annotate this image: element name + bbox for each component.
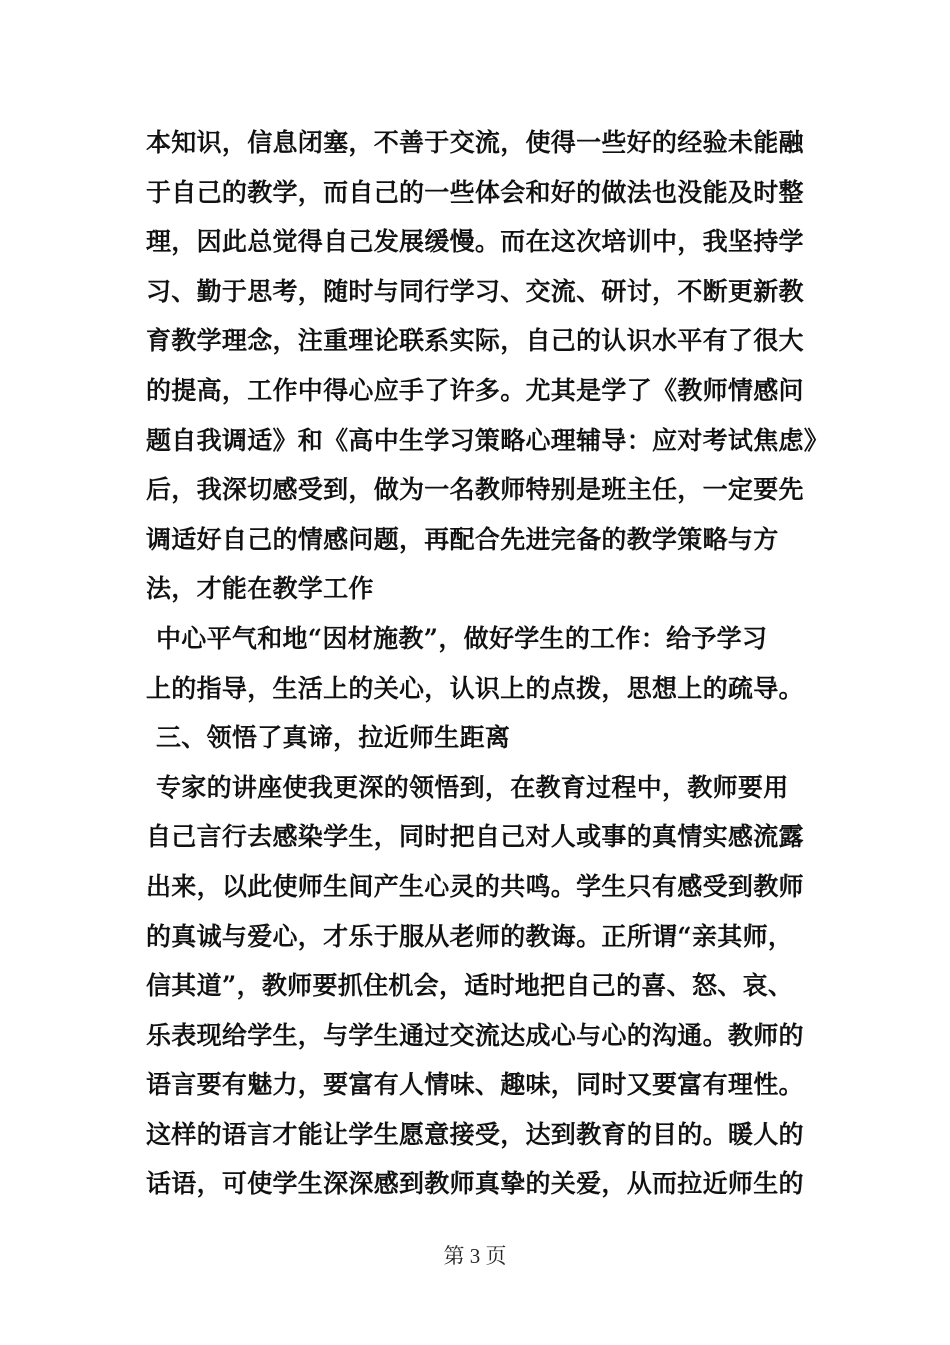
text-line: 话语，可使学生深深感到教师真挚的关爱，从而拉近师生的 xyxy=(146,1169,804,1199)
text-line: 中心平气和地“因材施教”，做好学生的工作：给予学习 xyxy=(156,623,768,653)
text-line: 习、勤于思考，随时与同行学习、交流、研讨，不断更新教 xyxy=(146,276,804,306)
text-line: 自己言行去感染学生，同时把自己对人或事的真情实感流露 xyxy=(146,822,804,852)
text-line: 的真诚与爱心，才乐于服从老师的教诲。正所谓“亲其师， xyxy=(146,921,794,951)
text-line: 法，才能在教学工作 xyxy=(146,574,374,604)
page-number: 第 3 页 xyxy=(443,1244,507,1268)
text-line: 于自己的教学，而自己的一些体会和好的做法也没能及时整 xyxy=(146,177,804,207)
text-line: 出来，以此使师生间产生心灵的共鸣。学生只有感受到教师 xyxy=(146,871,804,901)
text-line: 上的指导，生活上的关心，认识上的点拨，思想上的疏导。 xyxy=(146,673,804,703)
text-line: 这样的语言才能让学生愿意接受，达到教育的目的。暖人的 xyxy=(146,1119,804,1149)
body-text xyxy=(146,118,830,1209)
text-line: 三、领悟了真谛，拉近师生距离 xyxy=(156,723,511,753)
text-line: 专家的讲座使我更深的领悟到，在教育过程中，教师要用 xyxy=(156,772,789,802)
text-line: 理，因此总觉得自己发展缓慢。而在这次培训中，我坚持学 xyxy=(146,227,804,257)
text-line: 题自我调适》和《高中生学习策略心理辅导：应对考试焦虑》 xyxy=(146,425,830,455)
text-line: 调适好自己的情感问题，再配合先进完备的教学策略与方 xyxy=(146,524,779,554)
text-line: 乐表现给学生，与学生通过交流达成心与心的沟通。教师的 xyxy=(146,1020,804,1050)
text-line: 的提高，工作中得心应手了许多。尤其是学了《教师情感问 xyxy=(146,375,804,405)
text-line: 后，我深切感受到，做为一名教师特别是班主任，一定要先 xyxy=(146,475,804,505)
text-line: 本知识，信息闭塞，不善于交流，使得一些好的经验未能融 xyxy=(146,128,804,157)
text-line: 语言要有魅力，要富有人情味、趣味，同时又要富有理性。 xyxy=(146,1070,804,1100)
text-line: 信其道”，教师要抓住机会，适时地把自己的喜、怒、哀、 xyxy=(146,971,794,1001)
text-line: 育教学理念，注重理论联系实际，自己的认识水平有了很大 xyxy=(146,326,804,356)
